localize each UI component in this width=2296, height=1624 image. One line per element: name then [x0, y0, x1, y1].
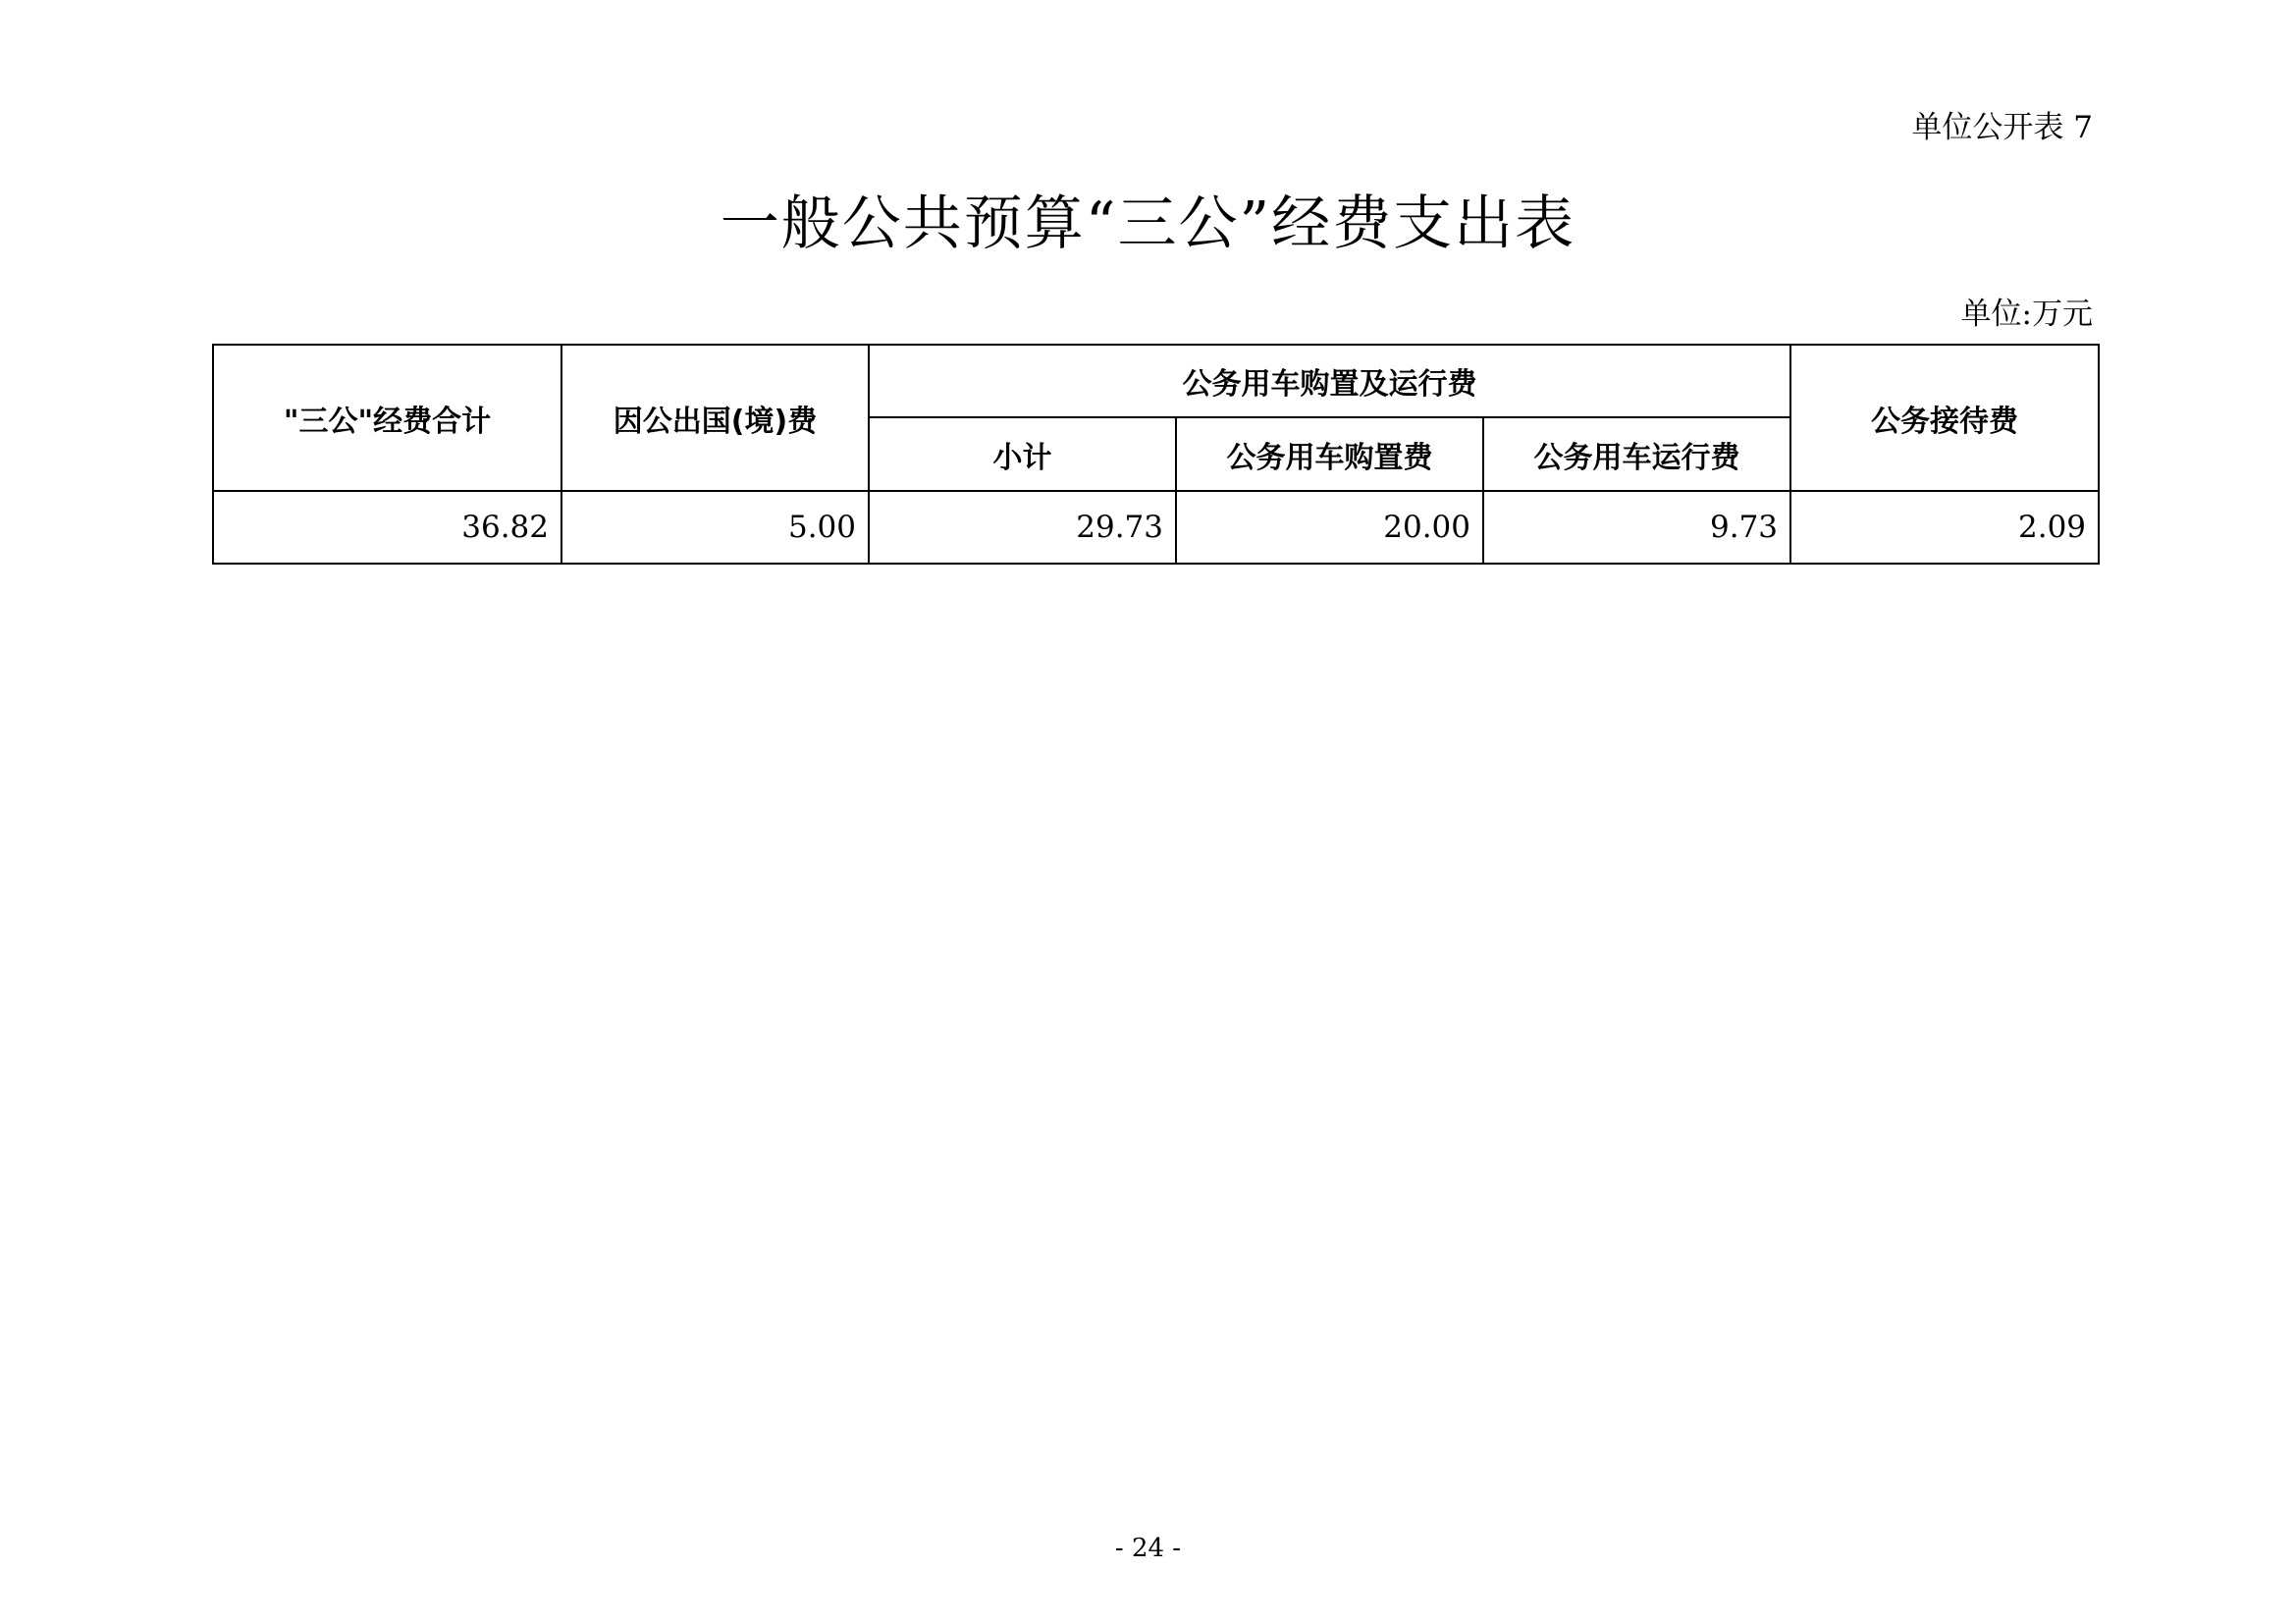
- cell-overseas: 5.00: [561, 491, 869, 564]
- header-vehicle-purchase: 公务用车购置费: [1176, 417, 1483, 491]
- header-total: "三公"经费合计: [213, 345, 561, 491]
- header-vehicle-operation: 公务用车运行费: [1483, 417, 1790, 491]
- form-number: 单位公开表 7: [1911, 110, 2093, 145]
- header-overseas: 因公出国(境)费: [561, 345, 869, 491]
- budget-table: [212, 344, 2100, 565]
- cell-vehicle-subtotal: 29.73: [869, 491, 1176, 564]
- cell-vehicle-operation: 9.73: [1483, 491, 1790, 564]
- unit-label: 单位:万元: [1960, 297, 2093, 332]
- table-row: [213, 491, 2099, 564]
- page-number: - 24 -: [1114, 1534, 1182, 1563]
- cell-total: 36.82: [213, 491, 561, 564]
- header-row-top: [213, 345, 2099, 417]
- header-vehicle-subtotal: 小计: [869, 417, 1176, 491]
- page-title: 一般公共预算“三公”经费支出表: [720, 189, 1576, 258]
- cell-vehicle-purchase: 20.00: [1176, 491, 1483, 564]
- header-vehicle-group: 公务用车购置及运行费: [869, 345, 1790, 417]
- cell-reception: 2.09: [1790, 491, 2099, 564]
- header-reception: 公务接待费: [1790, 345, 2099, 491]
